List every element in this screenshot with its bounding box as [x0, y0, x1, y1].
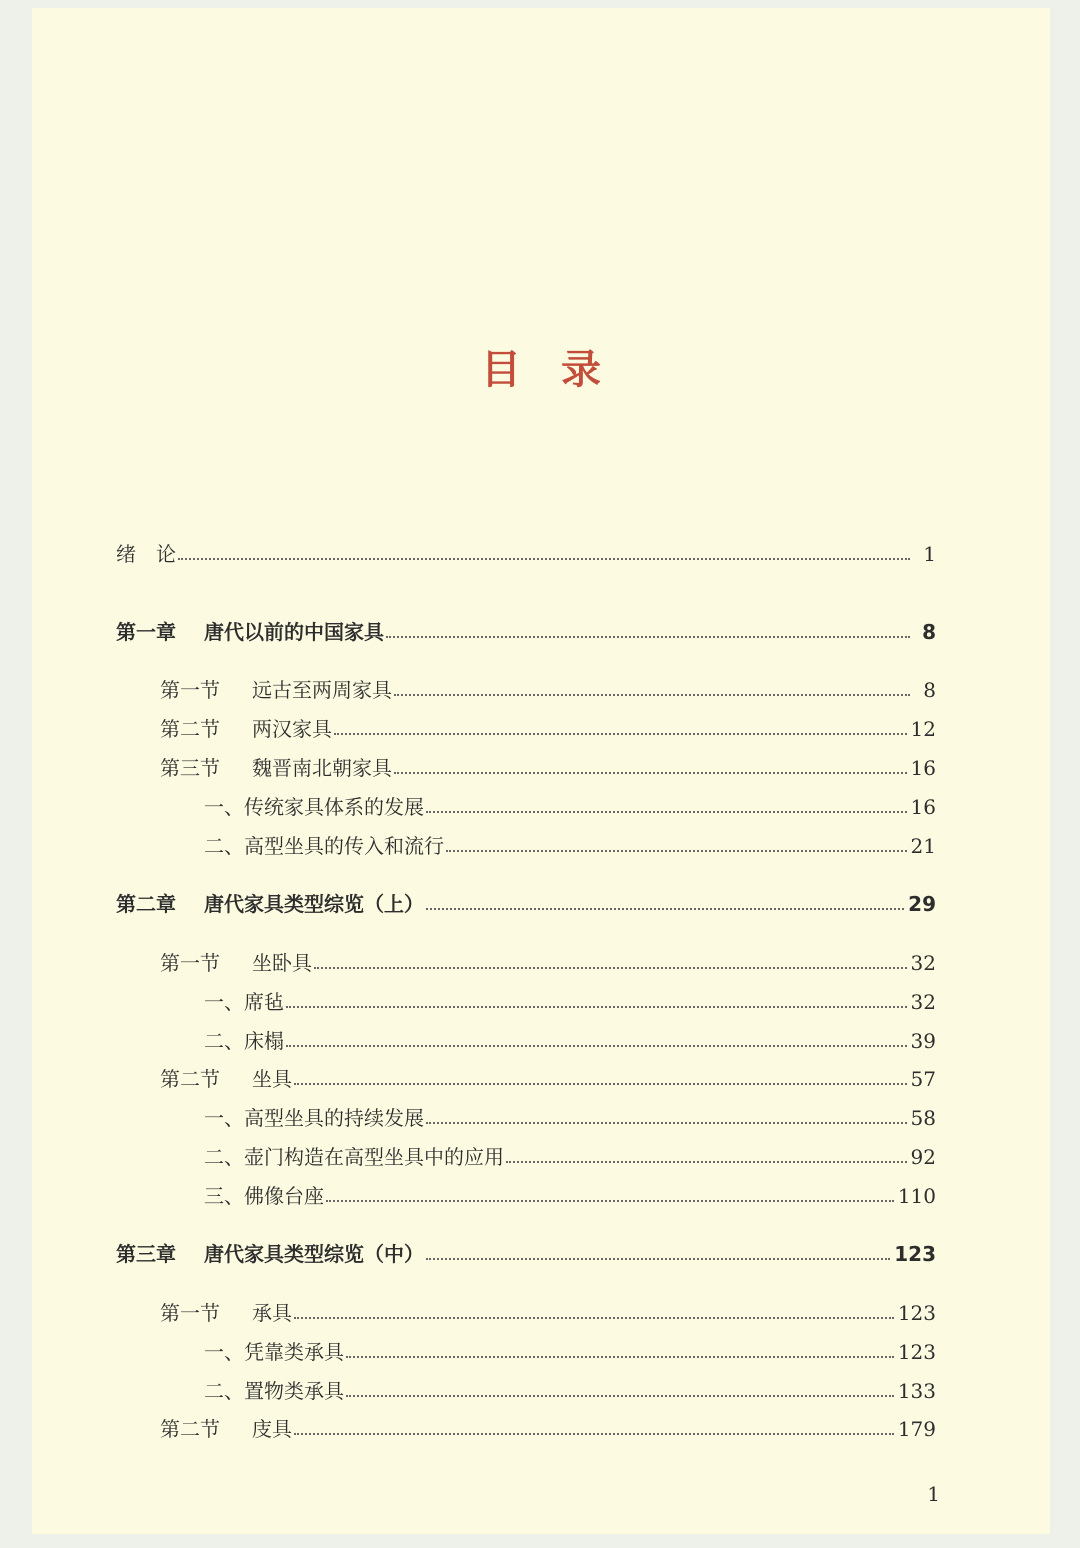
toc-entry-title: 坐具 — [252, 1067, 292, 1091]
toc-entry — [204, 984, 936, 1016]
toc-entry — [204, 789, 936, 821]
toc-entry-number: 第三章 — [116, 1242, 176, 1266]
toc-entry-title: 坐卧具 — [252, 951, 312, 975]
toc-entry — [204, 1139, 936, 1171]
dot-leader — [294, 1083, 907, 1085]
toc-entry-number: 第二节 — [160, 1417, 220, 1441]
toc-entry-number: 第一节 — [160, 951, 220, 975]
toc-entry-label — [204, 1182, 324, 1210]
page-number: 1 — [927, 1482, 940, 1506]
dot-leader — [426, 908, 904, 910]
toc-entry-label — [204, 1027, 284, 1055]
dot-leader — [334, 733, 907, 735]
toc-entry-number: 第二章 — [116, 892, 176, 916]
toc-entry-label — [204, 1104, 424, 1132]
toc-entry-number: 二、 — [204, 1145, 244, 1169]
dot-leader — [286, 1006, 907, 1008]
toc-entry-label — [204, 832, 444, 860]
toc-entry-label — [116, 890, 424, 918]
toc-entry-title: 传统家具体系的发展 — [244, 795, 424, 819]
toc-entry — [116, 1236, 936, 1268]
toc-entry-number: 第一节 — [160, 1301, 220, 1325]
toc-entry-title: 佛像台座 — [244, 1184, 324, 1208]
toc-entry-page: 179 — [897, 1417, 936, 1441]
dot-leader — [294, 1433, 894, 1435]
dot-leader — [326, 1200, 894, 1202]
dot-leader — [506, 1161, 907, 1163]
toc-entry-title: 高型坐具的传入和流行 — [244, 834, 444, 858]
toc-entry-number: 一、 — [204, 990, 244, 1014]
toc-entry — [116, 886, 936, 918]
toc-entry-label — [204, 793, 424, 821]
toc-entry-label — [204, 1377, 344, 1405]
toc-entry-page: 21 — [910, 834, 936, 858]
toc-entry-title: 凭靠类承具 — [244, 1340, 344, 1364]
toc-entry-page: 123 — [897, 1301, 936, 1325]
toc-entry-number: 二、 — [204, 1029, 244, 1053]
toc-entry-label — [160, 1065, 292, 1093]
toc-entry — [204, 828, 936, 860]
toc-entry-label — [116, 540, 176, 568]
toc-entry — [116, 614, 936, 646]
dot-leader — [346, 1356, 894, 1358]
toc-entry-page: 8 — [922, 620, 936, 644]
toc-entry-page: 110 — [897, 1184, 936, 1208]
toc-entry-number: 一、 — [204, 1106, 244, 1130]
dot-leader — [394, 694, 910, 696]
toc-entry-number: 二、 — [204, 1379, 244, 1403]
toc-entry-title: 床榻 — [244, 1029, 284, 1053]
toc-entry-number: 一、 — [204, 795, 244, 819]
dot-leader — [394, 772, 907, 774]
toc-entry-title: 两汉家具 — [252, 717, 332, 741]
toc-entry-number: 二、 — [204, 834, 244, 858]
toc-entry-title: 席毡 — [244, 990, 284, 1014]
toc-entry-number: 第二节 — [160, 717, 220, 741]
toc-entry-title: 置物类承具 — [244, 1379, 344, 1403]
toc-entry — [160, 1295, 936, 1327]
toc-entry-page: 123 — [894, 1242, 936, 1266]
toc-entry — [160, 1061, 936, 1093]
toc-entry — [204, 1100, 936, 1132]
title-char-2: 录 — [561, 346, 601, 393]
toc-entry-label — [160, 754, 392, 782]
toc-entry-page: 92 — [910, 1145, 936, 1169]
toc-entry-title: 唐代家具类型综览（上） — [204, 892, 424, 916]
toc-entry — [204, 1334, 936, 1366]
toc-entry-page: 133 — [897, 1379, 936, 1403]
toc-entry-label — [160, 676, 392, 704]
toc-entry-label — [204, 988, 284, 1016]
dot-leader — [426, 1258, 890, 1260]
toc-entry-label — [160, 1299, 292, 1327]
toc-entry-label — [160, 1415, 292, 1443]
toc-entry-page: 16 — [910, 756, 936, 780]
toc-entry-number: 三、 — [204, 1184, 244, 1208]
page-title — [32, 338, 1050, 395]
toc-entry-page: 39 — [910, 1029, 936, 1053]
dot-leader — [426, 811, 907, 813]
toc-entry-page: 29 — [908, 892, 936, 916]
toc-entry-page: 16 — [910, 795, 936, 819]
toc-entry-number: 绪 论 — [116, 542, 176, 566]
toc-entry-title: 唐代以前的中国家具 — [204, 620, 384, 644]
toc-entry-title: 庋具 — [252, 1417, 292, 1441]
toc-entry — [204, 1023, 936, 1055]
toc-entry-page: 32 — [910, 951, 936, 975]
document-page — [32, 8, 1050, 1534]
toc-entry — [204, 1373, 936, 1405]
dot-leader — [294, 1317, 894, 1319]
toc-entry-title: 唐代家具类型综览（中） — [204, 1242, 424, 1266]
title-char-1: 目 — [481, 346, 521, 393]
dot-leader — [314, 967, 907, 969]
toc-entry-title: 远古至两周家具 — [252, 678, 392, 702]
toc-entry-number: 第一节 — [160, 678, 220, 702]
toc-entry-page: 1 — [923, 542, 936, 566]
toc-entry-number: 一、 — [204, 1340, 244, 1364]
toc-entry — [204, 1178, 936, 1210]
toc-entry-page: 123 — [897, 1340, 936, 1364]
toc-entry-page: 8 — [923, 678, 936, 702]
toc-entry-label — [116, 618, 384, 646]
toc-entry-page: 32 — [910, 990, 936, 1014]
toc-entry-title: 魏晋南北朝家具 — [252, 756, 392, 780]
toc-entry-label — [204, 1143, 504, 1171]
toc-entry-label — [116, 1240, 424, 1268]
toc-entry-page: 12 — [910, 717, 936, 741]
toc-entry — [160, 711, 936, 743]
toc-entry — [160, 945, 936, 977]
toc-entry-page: 58 — [910, 1106, 936, 1130]
toc-entry-label — [204, 1338, 344, 1366]
toc-entry-page: 57 — [910, 1067, 936, 1091]
dot-leader — [178, 558, 910, 560]
toc-entry — [160, 672, 936, 704]
toc-entry — [160, 1411, 936, 1443]
toc-entry-label — [160, 715, 332, 743]
toc-entry-number: 第三节 — [160, 756, 220, 780]
toc-entry-title: 承具 — [252, 1301, 292, 1325]
dot-leader — [446, 850, 907, 852]
toc-entry-label — [160, 949, 312, 977]
toc-entry-number: 第一章 — [116, 620, 176, 644]
dot-leader — [426, 1122, 907, 1124]
toc-entry-number: 第二节 — [160, 1067, 220, 1091]
toc-entry — [160, 750, 936, 782]
dot-leader — [386, 636, 910, 638]
toc-entry — [116, 536, 936, 568]
dot-leader — [286, 1045, 907, 1047]
toc-entry-title: 壶门构造在高型坐具中的应用 — [244, 1145, 504, 1169]
toc-entry-title: 高型坐具的持续发展 — [244, 1106, 424, 1130]
dot-leader — [346, 1395, 894, 1397]
